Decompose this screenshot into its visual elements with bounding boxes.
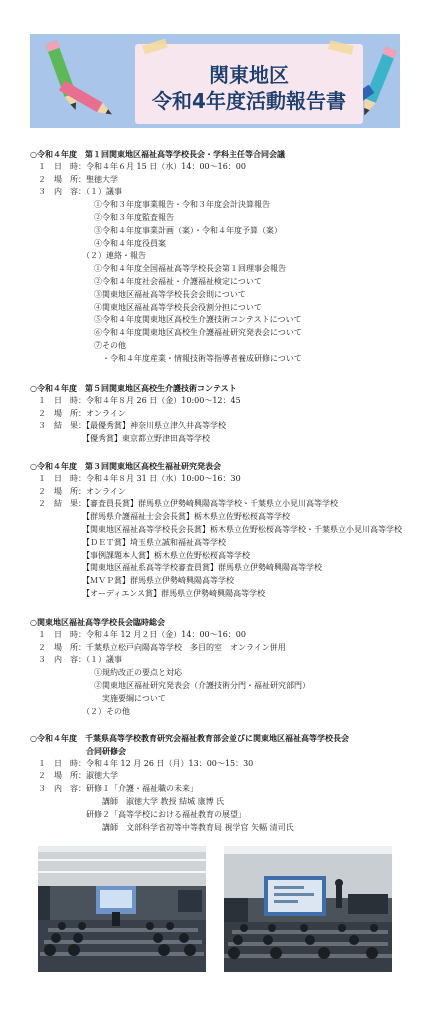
section-heading: ○令和４年度 千葉県高等学校教育研究会福祉教育部会並びに関東地区福祉高等学校長会 [30,733,349,743]
text-line: ③関東地区福祉高等学校長会会則について [30,289,246,299]
page-title-line2: 令和4年度活動報告書 [152,89,346,113]
section-heading: ○令和４年度 第１回関東地区福祉高等学校長会・学科主任等合同会議 [30,149,285,159]
text-line: ２ 場 所：オンライン [30,408,126,418]
text-line: （２）連絡・報告 [30,251,146,261]
text-line: （２）その他 [30,706,130,716]
text-line: 講師 文部科学省初等中等教育局 視学官 矢幅 清司氏 [30,822,294,832]
text-line: ３ 結 果：【最優秀賞】神奈川県立津久井高等学校 [30,421,226,431]
lecture-photo-icon [224,846,392,972]
text-line: １ 日 時：令和４年 12 月２日（金）14：00～16：00 [30,629,246,639]
text-line: ①令和３年度事業報告・令和３年度会計決算報告 [30,200,270,210]
title-banner [30,34,400,128]
text-line: ⑤令和４年度関東地区高校生介護技術コンテストについて [30,315,302,325]
text-line: 講師 淑徳大学 教授 結城 康博 氏 [30,796,225,806]
text-line: ３ 内 容：研修１「介護・福祉職の未来」 [30,784,198,794]
text-line: １ 日 時：令和４年６月 15 日（水）14：00～16：00 [30,161,246,171]
text-line: 【事例課題本人賞】栃木県立佐野松桜高等学校 [30,550,250,560]
text-line: ２ 場 所：聖徳大学 [30,174,118,184]
tape-decoration [142,39,168,55]
text-line: ⑦その他 [30,340,126,350]
text-line: ⑥令和４年度関東地区高校生介護福祉研究発表会について [30,328,302,338]
report-section [30,382,410,446]
text-line: 【群馬県介護福祉士会会長賞】栃木県立佐野松桜高等学校 [30,512,290,522]
text-line: ③令和４年度事業計画（案）・令和４年度予算（案） [30,225,282,235]
text-line: ２ 場 所：淑徳大学 [30,771,118,781]
text-line: 【関東地区福祉高等学校長会長賞】栃木県立佐野松桜高等学校・千葉県立小見川高等学校 [30,524,402,534]
text-line: １ 日 時：令和４年 12 月 26 日（月）13：00～15：30 [30,758,254,768]
text-line: 【ＤＥＴ賞】埼玉県立誠和福祉高等学校 [30,537,226,547]
text-line: ④関東地区福祉高等学校長会役割分担について [30,302,262,312]
text-line: ②令和４年度社会福祉・介護福祉検定について [30,276,262,286]
text-line: ３ 内 容：（１）議事 [30,655,122,665]
text-line: ２ 場 所：オンライン [30,486,126,496]
section-heading: ○関東地区福祉高等学校長会臨時総会 [30,617,165,627]
text-line: １ 日 時：令和４年８月 31 日（水）10:00～16：30 [30,473,241,483]
text-line: 【オーディエンス賞】群馬県立伊勢崎興陽高等学校 [30,588,266,598]
section-heading-cont: 合同研修会 [30,745,126,756]
report-section [30,616,410,718]
text-line: 【関東地区福祉系高等学校審査員賞】群馬県立伊勢崎興陽高等学校 [30,563,322,573]
tape-decoration [328,40,353,55]
text-line: ２ 場 所：千葉県立松戸向陽高等学校 多目的室 オンライン併用 [30,642,286,652]
section-heading: ○令和４年度 第３回関東地区高校生福祉研究発表会 [30,461,221,471]
pencil-pink-icon [58,70,118,128]
report-section [30,148,410,366]
seminar-photo-icon [38,846,206,972]
text-line: ３ 内 容：（１）議事 [30,187,122,197]
text-line: ④令和４年度役員案 [30,238,166,248]
report-section [30,732,410,834]
section-heading: ○令和４年度 第５回関東地区高校生介護技術コンテスト [30,383,237,393]
text-line: 【優秀賞】東京都立野津田高等学校 [30,434,210,444]
text-line: １ 日 時：令和４年８月 26 日（金）10:00～12：45 [30,395,241,405]
report-section [30,460,410,601]
text-line: ２ 結 果：【審査員長賞】群馬県立伊勢崎興陽高等学校・千葉県立小見川高等学校 [30,499,338,509]
text-line: ②令和３年度監査報告 [30,212,174,222]
page-title-line1: 関東地区 [209,63,289,87]
text-line: ②関東地区福祉研究発表会（介護技術分門・福祉研究部門） [30,680,310,690]
text-line: ①規約改正の要点と対応 [30,668,182,678]
title-card [135,44,363,124]
text-line: ・令和４年度産業・情報技術等指導者養成研修について [30,353,302,363]
text-line: 実施要綱について [30,693,166,703]
text-line: 【ＭＶＰ賞】群馬県立伊勢崎興陽高等学校 [30,576,234,586]
text-line: ①令和４年度全国福祉高等学校長会第１回理事会報告 [30,264,286,274]
text-line: 研修２「高等学校における福祉教育の展望」 [30,809,246,819]
